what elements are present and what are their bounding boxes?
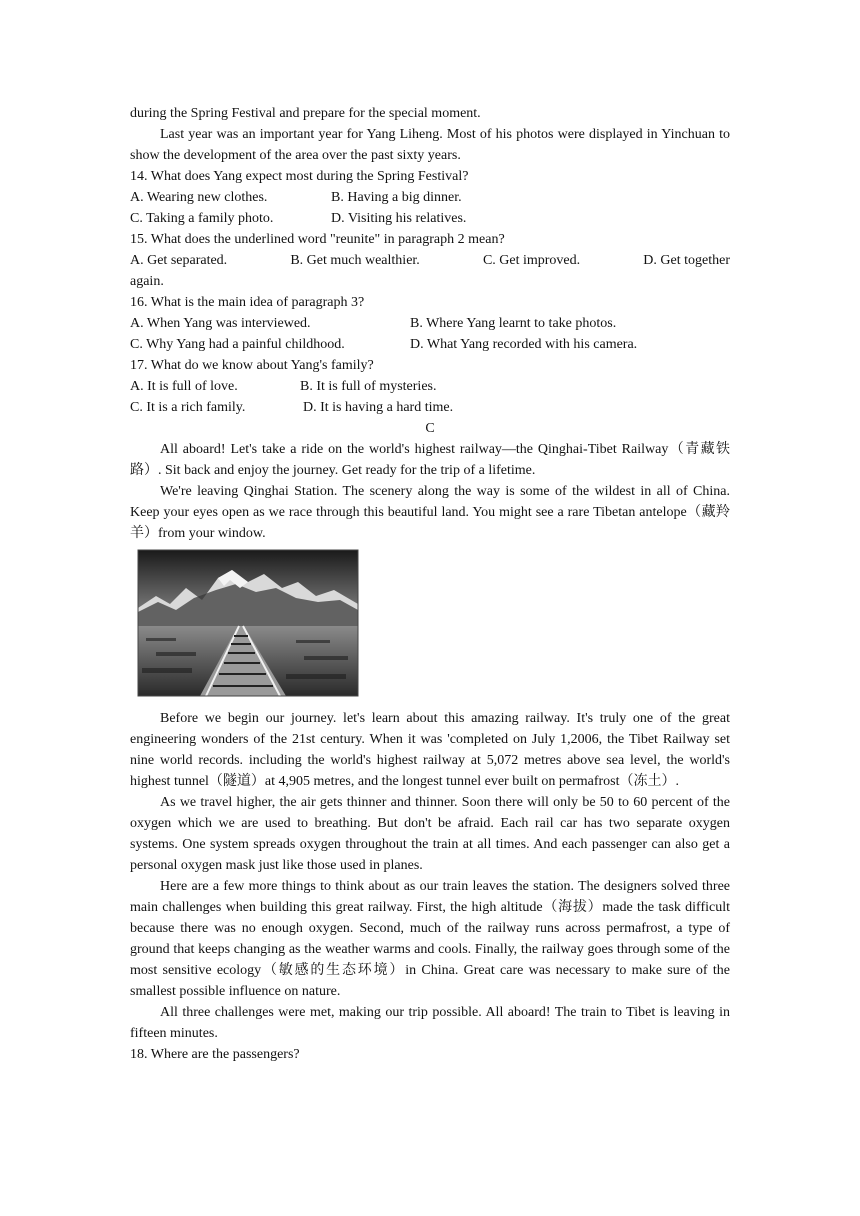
q14-option-d[interactable]: D. Visiting his relatives. [331, 211, 467, 226]
question-15: 15. What does the underlined word "reunite" in paragraph 2 mean? [130, 232, 505, 247]
q16-option-a[interactable]: A. When Yang was interviewed. [130, 316, 311, 331]
q15-option-d[interactable]: D. Get together [643, 253, 730, 268]
q16-option-c[interactable]: C. Why Yang had a painful childhood. [130, 337, 345, 352]
passage-c-paragraph-6: All three challenges were met, making our trip possible. All aboard! The train to Tibet is leaving in fifteen minutes. [130, 1005, 730, 1041]
q14-option-c[interactable]: C. Taking a family photo. [130, 211, 274, 226]
q16-option-b[interactable]: B. Where Yang learnt to take photos. [410, 316, 617, 331]
passage-c-paragraph-5: Here are a few more things to think about as our train leaves the station. The designers solved three main challenges when building this great railway. First, the high altitude（海拔）made the task difficult because there was no enough oxygen. Second, much of the railway runs across permafrost, a type of ground that keeps changing as the weather warms and cools. Finally, the railway goes through some of the most sensitive ecology（敏感的生态环境）in China. Great care was necessary to make sure of the smallest possible influence on nature. [130, 879, 730, 999]
q17-row-2 [130, 397, 730, 418]
passage-c-paragraph-3: Before we begin our journey. let's learn about this amazing railway. It's truly one of the great engineering wonders of the 21st century. When it was 'completed on July 1,2006, the Tibet Railway set nine world records. including the world's highest railway at 5,072 metres above sea level, the world's highest tunnel（隧道）at 4,905 metres, and the longest tunnel ever built on permafrost（冻土）. [130, 711, 730, 789]
question-16: 16. What is the main idea of paragraph 3? [130, 295, 365, 310]
q16-option-d[interactable]: D. What Yang recorded with his camera. [410, 337, 638, 352]
q17-option-c[interactable]: C. It is a rich family. [130, 400, 246, 415]
q17-row-1 [130, 376, 730, 397]
q14-option-b[interactable]: B. Having a big dinner. [331, 190, 462, 205]
question-17: 17. What do we know about Yang's family? [130, 358, 374, 373]
q17-option-d[interactable]: D. It is having a hard time. [303, 400, 454, 415]
q17-option-a[interactable]: A. It is full of love. [130, 379, 238, 394]
q16-row-2 [130, 334, 730, 355]
q14-row-1 [130, 187, 730, 208]
question-18: 18. Where are the passengers? [130, 1047, 300, 1062]
q16-row-1 [130, 313, 730, 334]
q15-row [130, 250, 730, 271]
q14-option-a[interactable]: A. Wearing new clothes. [130, 190, 268, 205]
intro-line: during the Spring Festival and prepare for the special moment. [130, 106, 481, 121]
passage-c-paragraph-2: We're leaving Qinghai Station. The scenery along the way is some of the wildest in all of China. Keep your eyes open as we race through this beautiful land. You might see a rare Tibetan antelope（藏羚羊）from your window. [130, 484, 730, 541]
q15-option-b[interactable]: B. Get much wealthier. [290, 253, 420, 268]
section-heading-c: C [425, 421, 435, 436]
document-page [130, 103, 730, 1065]
question-14: 14. What does Yang expect most during the Spring Festival? [130, 169, 469, 184]
paragraph-last-year: Last year was an important year for Yang Liheng. Most of his photos were displayed in Yinchuan to show the development of the area over the past sixty years. [130, 127, 730, 163]
q15-option-d-continued: again. [130, 274, 164, 289]
passage-c-paragraph-1: All aboard! Let's take a ride on the world's highest railway—the Qinghai-Tibet Railway（青藏铁路）. Sit back and enjoy the journey. Get ready for the trip of a lifetime. [130, 442, 730, 478]
railway-photo [136, 548, 360, 698]
q15-option-c[interactable]: C. Get improved. [482, 253, 581, 268]
passage-c-paragraph-4: As we travel higher, the air gets thinner and thinner. Soon there will only be 50 to 60 percent of the oxygen which we are used to breathing. But don't be afraid. Each rail car has two separate oxygen systems. One system spreads oxygen throughout the train at all times. And each passenger can also get a personal oxygen mask just like those used in planes. [130, 795, 730, 873]
q17-option-b[interactable]: B. It is full of mysteries. [300, 379, 437, 394]
q14-row-2 [130, 208, 730, 229]
q15-option-a[interactable]: A. Get separated. [130, 253, 228, 268]
